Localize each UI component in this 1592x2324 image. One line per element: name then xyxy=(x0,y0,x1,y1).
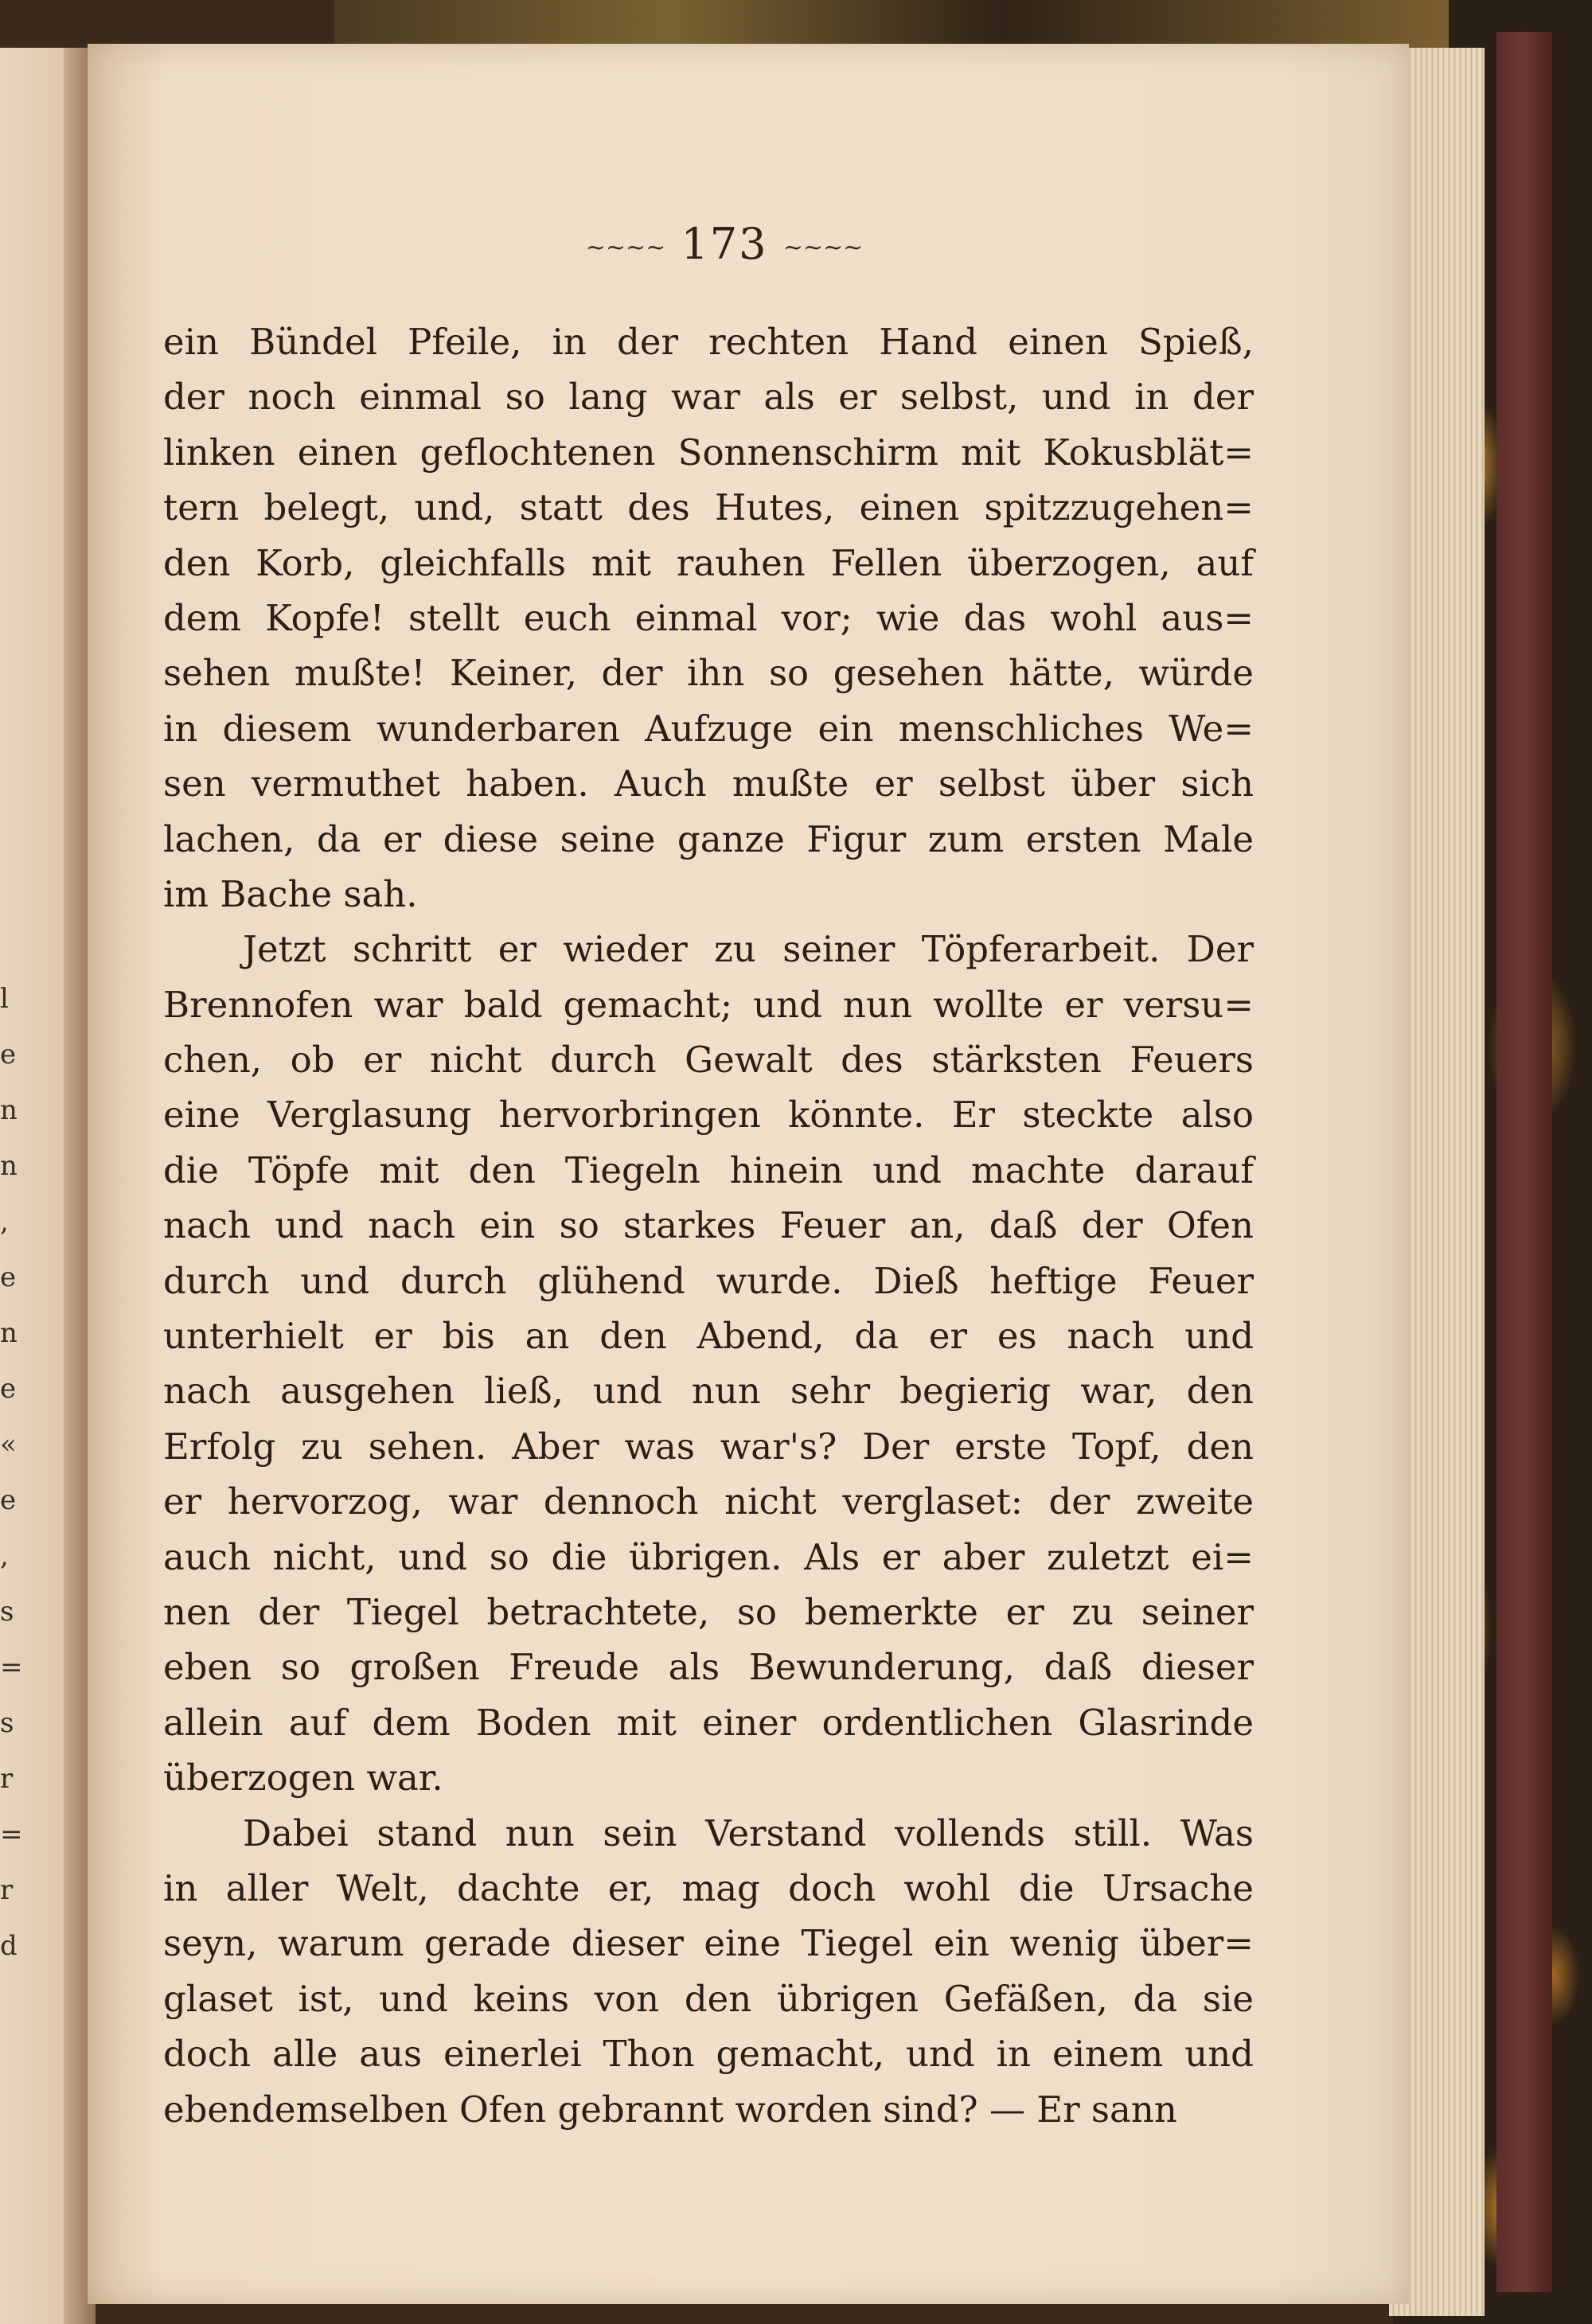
facing-page-letter: e xyxy=(0,1039,17,1070)
text-line: glaset ist, und keins von den übrigen Gefäßen, da sie xyxy=(163,1977,1254,2020)
text-line: in aller Welt, dachte er, mag doch wohl die Ursache xyxy=(163,1866,1254,1909)
text-line: nen der Tiegel betrachtete, so bemerkte er zu seiner xyxy=(163,1590,1254,1633)
cover-leather-edge xyxy=(1496,32,1552,2292)
facing-page-letter: = xyxy=(0,1819,23,1850)
facing-page-letter: l xyxy=(0,983,9,1015)
facing-page-letter: n xyxy=(0,1317,18,1349)
facing-page-letter: n xyxy=(0,1094,18,1126)
page-number: 173 xyxy=(681,219,768,269)
text-line: auch nicht, und so die übrigen. Als er aber zuletzt ei= xyxy=(163,1535,1254,1578)
text-line: im Bache sah. xyxy=(163,872,418,915)
text-line: durch und durch glühend wurde. Dieß heftige Feuer xyxy=(163,1259,1254,1302)
text-line: dem Kopfe! stellt euch einmal vor; wie das wohl aus= xyxy=(163,596,1254,639)
body-text xyxy=(163,314,1254,2137)
text-line: eben so großen Freude als Bewunderung, daß dieser xyxy=(163,1646,1254,1689)
text-line: unterhielt er bis an den Abend, da er es nach und xyxy=(163,1315,1254,1358)
text-line: sen vermuthet haben. Auch mußte er selbst über sich xyxy=(163,762,1254,805)
facing-page-letter: s xyxy=(0,1707,14,1739)
text-line: tern belegt, und, statt des Hutes, einen spitzzugehen= xyxy=(163,486,1254,529)
text-line: sehen mußte! Keiner, der ihn so gesehen hätte, würde xyxy=(163,652,1254,695)
facing-page-letter: r xyxy=(0,1763,14,1795)
text-line: den Korb, gleichfalls mit rauhen Fellen überzogen, auf xyxy=(163,541,1254,584)
ornament-right: ~~~~ xyxy=(782,233,864,262)
text-line: nach ausgehen ließ, und nun sehr begierig war, den xyxy=(163,1370,1254,1413)
top-cover-strip xyxy=(334,0,1449,48)
text-line: die Töpfe mit den Tiegeln hinein und machte darauf xyxy=(163,1148,1254,1191)
facing-page-letter: , xyxy=(0,1540,9,1572)
text-line: linken einen geflochtenen Sonnenschirm mit Kokusblät= xyxy=(163,431,1254,474)
text-line: ebendemselben Ofen gebrannt worden sind? — Er sann xyxy=(163,2088,1177,2131)
facing-page-text-fragments xyxy=(0,971,29,1974)
text-line: Erfolg zu sehen. Aber was war's? Der erste Topf, den xyxy=(163,1425,1254,1468)
text-line: chen, ob er nicht durch Gewalt des stärksten Feuers xyxy=(163,1039,1254,1082)
facing-page-letter: d xyxy=(0,1930,18,1962)
text-line: Brennofen war bald gemacht; und nun wollte er versu= xyxy=(163,983,1254,1026)
text-line: doch alle aus einerlei Thon gemacht, und in einem und xyxy=(163,2033,1254,2076)
facing-page-letter: e xyxy=(0,1373,17,1405)
page-number-header xyxy=(525,219,923,269)
text-line: eine Verglasung hervorbringen könnte. Er steckte also xyxy=(163,1094,1254,1137)
text-line: in diesem wunderbaren Aufzuge ein menschliches We= xyxy=(163,707,1254,750)
text-line: ein Bündel Pfeile, in der rechten Hand einen Spieß, xyxy=(163,321,1254,363)
text-line: überzogen war. xyxy=(163,1757,443,1800)
facing-page-letter: e xyxy=(0,1484,17,1516)
text-line: seyn, warum gerade dieser eine Tiegel ein wenig über= xyxy=(163,1922,1254,1965)
ornament-left: ~~~~ xyxy=(585,233,666,262)
text-line: der noch einmal so lang war als er selbst, und in der xyxy=(163,376,1254,419)
facing-page-letter: s xyxy=(0,1596,14,1628)
text-line: allein auf dem Boden mit einer ordentlichen Glasrinde xyxy=(163,1701,1254,1744)
text-line: Jetzt schritt er wieder zu seiner Töpferarbeit. Der xyxy=(243,928,1254,971)
facing-page-letter: « xyxy=(0,1429,17,1460)
text-line: lachen, da er diese seine ganze Figur zum ersten Male xyxy=(163,817,1254,860)
facing-page-letter: r xyxy=(0,1874,14,1906)
text-line: er hervorzog, war dennoch nicht verglaset: der zweite xyxy=(163,1480,1254,1523)
facing-page-letter: n xyxy=(0,1150,18,1182)
facing-page-letter: = xyxy=(0,1651,23,1683)
facing-page-letter: , xyxy=(0,1206,9,1238)
facing-page-letter: e xyxy=(0,1261,17,1293)
text-line: nach und nach ein so starkes Feuer an, daß der Ofen xyxy=(163,1204,1254,1247)
text-line: Dabei stand nun sein Verstand vollends still. Was xyxy=(243,1811,1254,1854)
